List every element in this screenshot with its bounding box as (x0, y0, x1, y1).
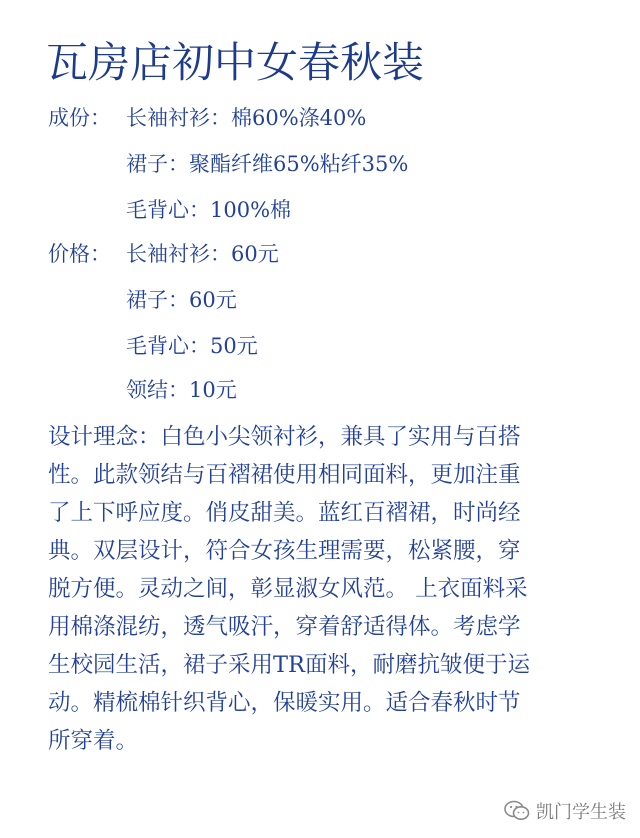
composition-skirt: 裙子：聚酯纤维65%粘纤35% (126, 152, 409, 176)
design-line: 用棉涤混纺，透气吸汗，穿着舒适得体。考虑学 (48, 614, 521, 640)
composition-shirt: 长袖衬衫：棉60%涤40% (126, 106, 367, 130)
design-line: 了上下呼应度。俏皮甜美。蓝红百褶裙，时尚经 (48, 500, 521, 526)
design-line: 性。此款领结与百褶裙使用相同面料，更加注重 (48, 462, 521, 488)
price-label: 价格： (48, 242, 111, 266)
price-tie: 领结：10元 (126, 378, 237, 402)
composition-vest: 毛背心：100%棉 (126, 198, 292, 222)
watermark-text: 凯门学生装 (536, 802, 626, 823)
watermark (504, 798, 626, 824)
design-line: 动。精梳棉针织背心，保暖实用。适合春秋时节 (48, 690, 521, 716)
design-line: 设计理念：白色小尖领衬衫，兼具了实用与百搭 (48, 424, 521, 450)
design-line: 所穿着。 (48, 728, 139, 754)
design-line: 典。双层设计，符合女孩生理需要，松紧腰，穿 (48, 538, 521, 564)
composition-label: 成份： (48, 106, 111, 130)
design-description (48, 418, 628, 760)
wechat-icon (504, 800, 530, 822)
design-line: 脱方便。灵动之间，彰显淑女风范。 上衣面料采 (48, 576, 528, 602)
price-shirt: 长袖衬衫：60元 (126, 242, 279, 266)
page-title: 瓦房店初中女春秋装 (46, 38, 425, 87)
price-vest: 毛背心：50元 (126, 334, 258, 358)
price-skirt: 裙子：60元 (126, 288, 237, 312)
design-line: 生校园生活，裙子采用TR面料，耐磨抗皱便于运 (48, 652, 530, 678)
